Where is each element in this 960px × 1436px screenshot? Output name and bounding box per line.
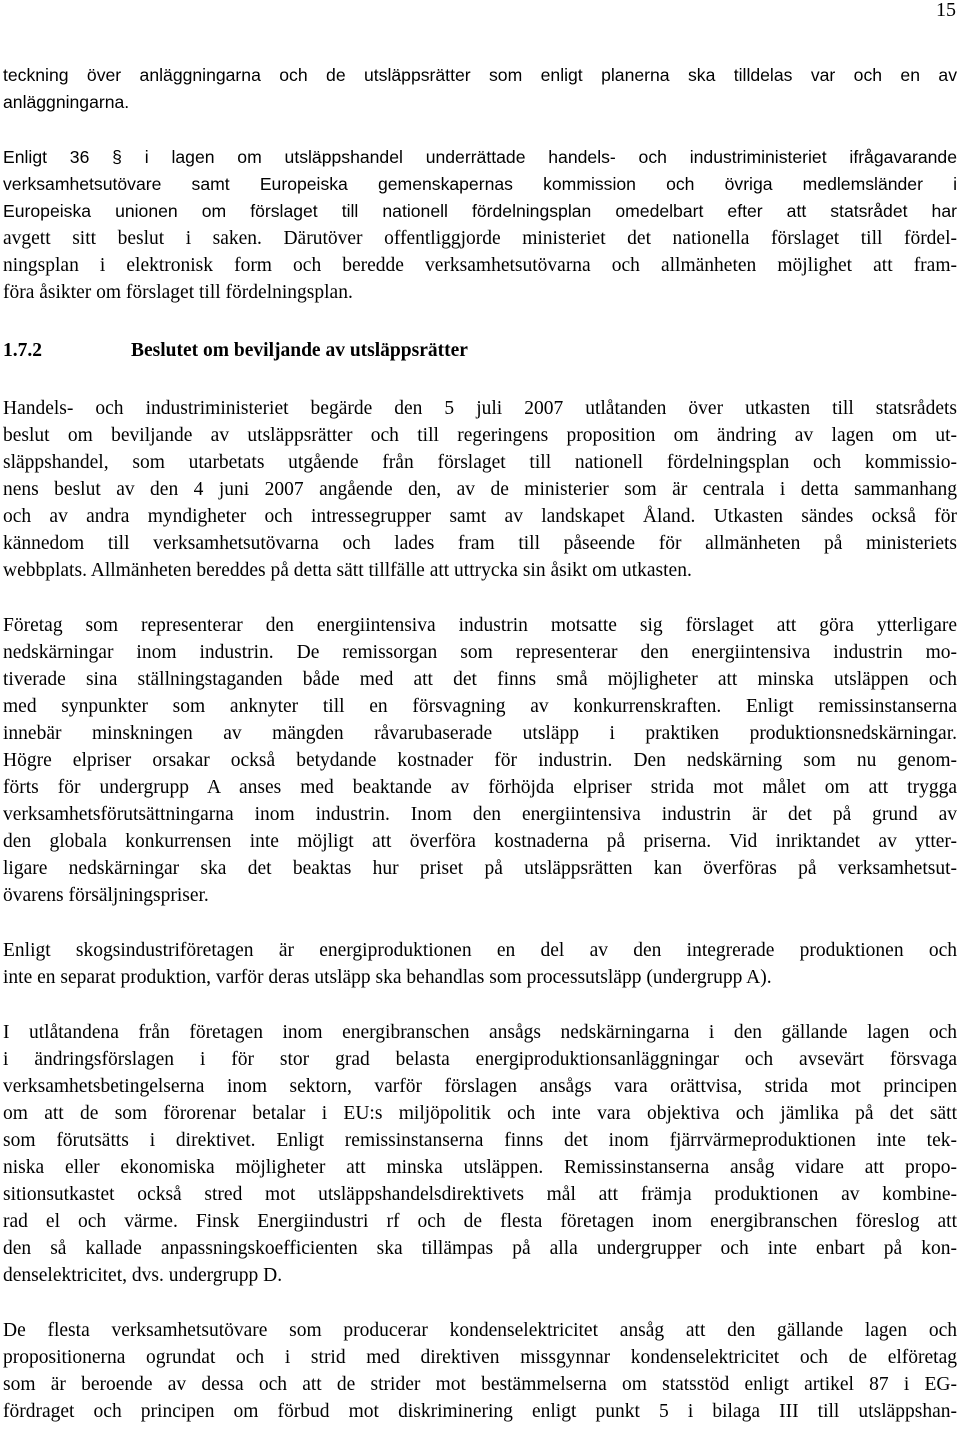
text-line: föra åsikter om förslaget till fördelningsplan. [3,282,353,303]
text-line: verksamhetsutövare samt Europeiska gemenskapernas kommission och övriga medlemsländer i [3,174,957,194]
paragraph-utlatanden [3,1019,957,1289]
paragraph-foretag [3,612,957,909]
text-line: inte en separat produktion, varför deras utsläpp ska behandlas som processutsläpp (undergrupp A). [3,967,772,988]
text-line: med synpunkter som anknyter till en försvagning av konkurrenskraften. Enligt remissinstanserna [3,696,957,717]
text-line: nedskärningar inom industrin. De remissorgan som representerar den energiintensiva industrin mo- [3,642,957,663]
text-line: Europeiska unionen om förslaget till nationell fördelningsplan omedelbart efter att statsrådet har [3,201,957,221]
text-line: Enligt 36 § i lagen om utsläppshandel underrättade handels- och industriministeriet ifrågavarande [3,147,957,167]
page-number: 15 [936,0,956,21]
text-line: De flesta verksamhetsutövare som producerar kondenselektricitet ansåg att den gällande lagen och [3,1320,957,1341]
section-heading [3,337,957,364]
paragraph-de-flesta [3,1317,957,1425]
text-line: ligare nedskärningar ska det beaktas hur priset på utsläppsrätten kan överföras på verksamhetsut- [3,858,957,879]
text-line: denselektricitet, dvs. undergrupp D. [3,1265,283,1286]
text-line: Högre elpriser orsakar också betydande kostnader för industrin. Den nedskärning som nu genom- [3,750,957,771]
section-number: 1.7.2 [3,340,42,361]
text-line: rad el och värme. Finsk Energiindustri rf och de flesta företagen inom energibranschen föreslog att [3,1211,957,1232]
text-line: som förutsätts i direktivet. Enligt remissinstanserna finns det inom fjärrvärmeproduktionen inte tek- [3,1130,957,1151]
text-line: Handels- och industriministeriet begärde den 5 juli 2007 utlåtanden över utkasten till statsrådets [3,398,957,419]
text-line: kännedom till verksamhetsutövarna och lades fram till påseende för allmänheten på ministeriets [3,533,957,554]
text-line: verksamhetsförutsättningarna inom industrin. Inom den energiintensiva industrin är det på grund av [3,804,957,825]
text-line: teckning över anläggningarna och de utsläppsrätter som enligt planerna ska tilldelas var och en av [3,65,957,85]
text-line: den så kallade anpassningskoefficienten ska tillämpas på alla undergrupper och inte enbart på kon- [3,1238,957,1259]
text-line: och av andra myndigheter och intressegrupper samt av landskapet Åland. Utkasten sändes också för [3,506,957,527]
text-line: släppshandel, som utarbetats utgående från förslaget till nationell fördelningsplan och kommissio- [3,452,957,473]
text-line: ningsplan i elektronisk form och beredde verksamhetsutövarna och allmänheten möjlighet att fram- [3,255,957,276]
text-line: förts för undergrupp A anses med beaktande av förhöjda elpriser strida mot målet om att trygga [3,777,957,798]
text-line: övarens försäljningspriser. [3,885,209,906]
text-line: anläggningarna. [3,92,130,112]
text-line: i ändringsförslagen i för stor grad belasta energiproduktionsanläggningar och avsevärt försvaga [3,1049,957,1070]
text-line: Enligt skogsindustriföretagen är energiproduktionen en del av den integrerade produktionen och [3,940,957,961]
paragraph-skogsindustri [3,937,957,991]
text-line: niska eller ekonomiska möjligheter att minska utsläppen. Remissinstanserna ansåg vidare att propo- [3,1157,957,1178]
text-line: om att de som förorenar betalar i EU:s miljöpolitik och inte vara objektiva och jämlika på det sätt [3,1103,957,1124]
text-line: beslut om beviljande av utsläppsrätter och till regeringens proposition om ändring av lagen om ut- [3,425,957,446]
paragraph-intro [3,62,957,116]
text-line: webbplats. Allmänheten bereddes på detta sätt tillfälle att uttrycka sin åsikt om utkasten. [3,560,692,581]
page-body [3,62,957,1425]
text-line: tiverade sina ställningstaganden både med att det finns små möjligheter att minska utsläppen och [3,669,957,690]
text-line: Företag som representerar den energiintensiva industrin motsatte sig förslaget att göra ytterligare [3,615,957,636]
text-line: den globala konkurrensen inte möjligt att överföra kostnaderna på priserna. Vid inriktandet av ytter- [3,831,957,852]
text-line: nens beslut av den 4 juni 2007 angående den, av de ministerier som är centrala i detta sammanhang [3,479,957,500]
text-line: fördraget och principen om förbud mot diskriminering enligt punkt 5 i bilaga III till utsläppshan- [3,1401,957,1422]
text-line: som är beroende av dessa och att de strider mot bestämmelserna om statsstöd enligt artikel 87 i EG- [3,1374,957,1395]
paragraph-handels [3,395,957,584]
text-line: innebär minskningen av mängden råvarubaserade utsläpp i praktiken produktionsnedskärningar. [3,723,957,744]
text-line: I utlåtandena från företagen inom energibranschen ansågs nedskärningarna i den gällande lagen och [3,1022,957,1043]
text-line: sitionsutkastet också stred mot utsläppshandelsdirektivets mål att främja produktionen av kombine- [3,1184,957,1205]
text-line: avgett sitt beslut i saken. Därutöver offentliggjorde ministeriet det nationella förslaget till fördel- [3,228,957,249]
section-title: Beslutet om beviljande av utsläppsrätter [131,340,468,361]
text-line: propositionerna ogrundat och i strid med direktiven missgynnar kondenselektricitet och de elföretag [3,1347,957,1368]
text-line: verksamhetsbetingelserna inom sektorn, varför förslagen ansågs vara orättvisa, strida mot principen [3,1076,957,1097]
paragraph-enligt-36 [3,144,957,306]
